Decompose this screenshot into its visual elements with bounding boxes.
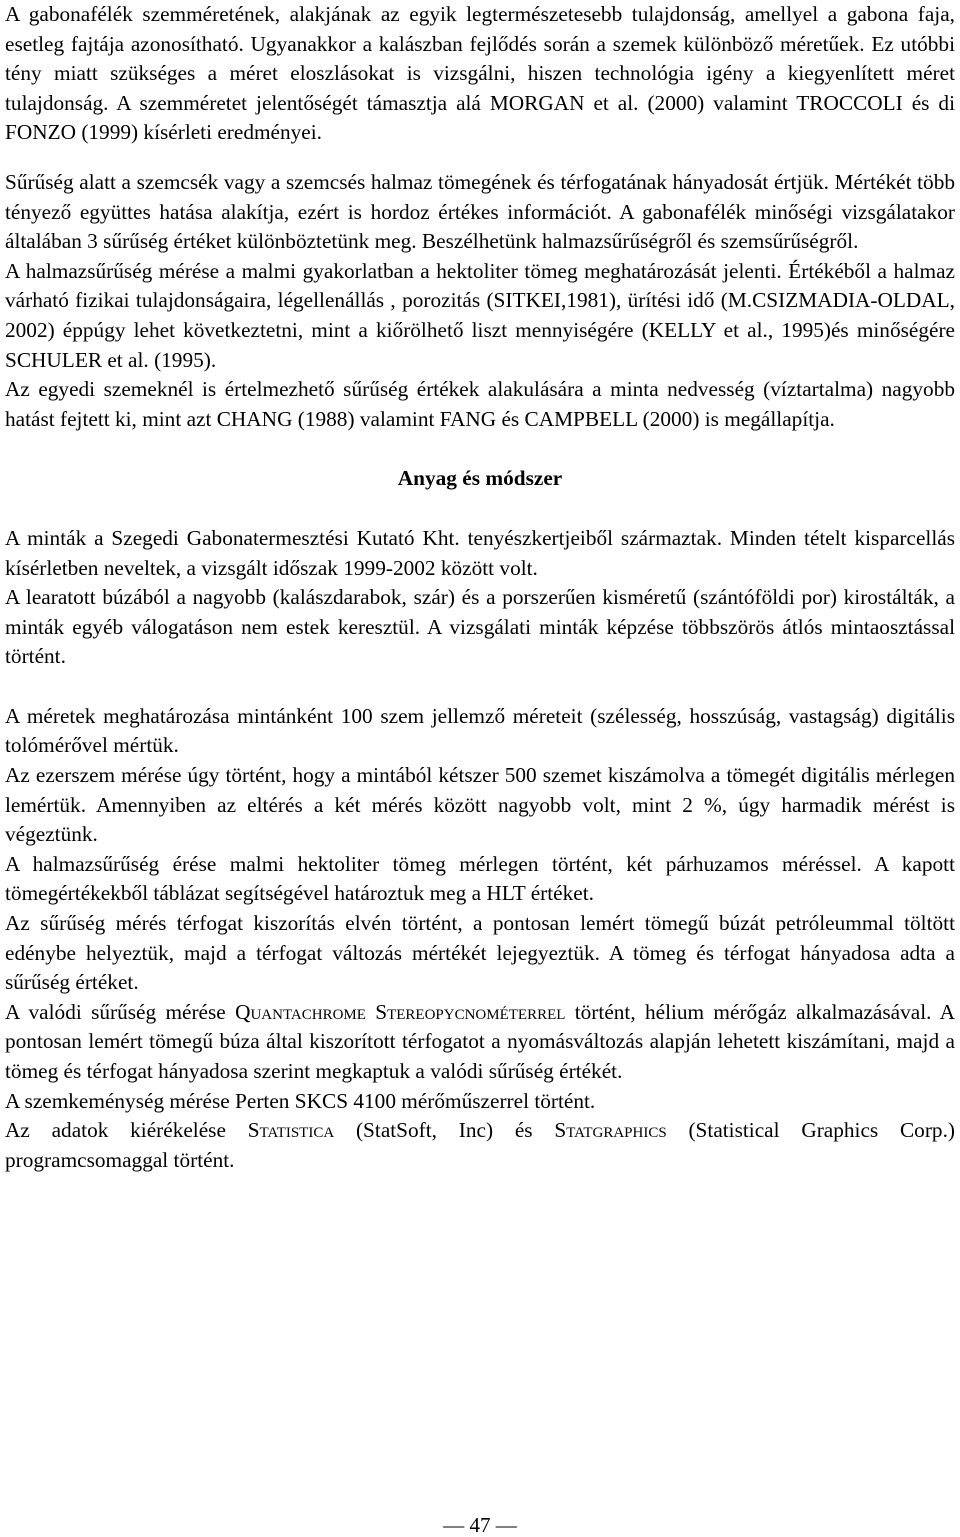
- intro-paragraph-2: Sűrűség alatt a szemcsék vagy a szemcsés halmaz tömegének és térfogatának hányadosát értjük. Mértékét több tényező együttes hatása alakítja, ezért is hordoz értékes információt. A gabonafélék minőségi vizsgálatakor általában 3 sűrűség értéket különböztetünk meg. Beszélhetünk halmazsűrűségről és szemsűrűségről.: [5, 169, 955, 254]
- p9-text-after: (Statistical Graphics Corp.) programcsomaggal történt.: [5, 1118, 955, 1172]
- software-name-statgraphics: Statgraphics: [554, 1118, 667, 1143]
- intro-paragraph-3: A halmazsűrűség mérése a malmi gyakorlatban a hektoliter tömeg meghatározását jelenti. Értékéből a halmaz várható fizikai tulajdonságaira, légellenállás , porozitás (SITKEI,1981), ürítési idő (M.CSIZMADIA-OLDAL, 2002) éppúgy lehet következtetni, mint a kiőrölhető liszt mennyiségére (KELLY et al., 1995)és minőségére SCHULER et al. (1995).: [5, 258, 955, 372]
- intro-paragraph-4: Az egyedi szemeknél is értelmezhető sűrűség értékek alakulására a minta nedvesség (víztartalma) nagyobb hatást fejtett ki, mint azt CHANG (1988) valamint FANG és CAMPBELL (2000) is megállapítja.: [5, 377, 955, 431]
- p7-text-before: A valódi sűrűség mérése: [5, 999, 236, 1024]
- methods-paragraph-5: A halmazsűrűség érése malmi hektoliter tömeg mérlegen történt, két párhuzamos méréssel. A kapott tömegértékekből táblázat segítségével határoztuk meg a HLT értéket.: [5, 851, 955, 906]
- methods-paragraph-7: [5, 998, 955, 1087]
- software-name-statistica: Statistica: [247, 1118, 335, 1143]
- page-number: — 47 —: [443, 1513, 517, 1537]
- methods-paragraph-2: A learatott búzából a nagyobb (kalászdarabok, szár) és a porszerűen kisméretű (szántóföldi por) kirostálták, a minták egyéb válogatáson nem estek keresztül. A vizsgálati minták képzése többszörös átlós mintaosztással történt.: [5, 585, 955, 669]
- p9-text-middle: (StatSoft, Inc) és: [334, 1118, 555, 1143]
- methods-paragraph-4: Az ezerszem mérése úgy történt, hogy a mintából kétszer 500 szemet kiszámolva a tömegét digitális mérlegen lemértük. Amennyiben az eltérés a két mérés között nagyobb volt, mint 2 %, úgy harmadik mérést is végeztünk.: [5, 763, 955, 847]
- p7-text-after: történt, hélium mérőgáz alkalmazásával. A pontosan lemért tömegű búza által kiszorított térfogatot a nyomásváltozás alapján lehetett kiszámítani, majd a tömeg és térfogat hányadosa szerint megkaptuk a valódi sűrűség értékét.: [5, 999, 955, 1083]
- methods-paragraph-3: A méretek meghatározása mintánként 100 szem jellemző méreteit (szélesség, hosszúság, vastagság) digitális tolómérővel mértük.: [5, 703, 955, 758]
- section-heading: Anyag és módszer: [397, 466, 563, 491]
- intro-paragraph-1: A gabonafélék szemméretének, alakjának az egyik legtermészetesebb tulajdonság, amellyel a gabona faja, esetleg fajtája azonosítható. Ugyanakkor a kalászban fejlődés során a szemek különböző méretűek. Ez utóbbi tény miatt szükséges a méret eloszlásokat is vizsgálni, hiszen technológia igény a kiegyenlített méret tulajdonság. A szemméretet jelentőségét támasztja alá MORGAN et al. (2000) valamint TROCCOLI és di FONZO (1999) kísérleti eredményei.: [5, 2, 955, 145]
- methods-paragraph-6: Az sűrűség mérés térfogat kiszorítás elvén történt, a pontosan lemért tömegű búzát petróleummal töltött edénybe helyeztük, majd a térfogat változás mértékét lejegyeztük. A tömeg és térfogat hányadosa adta a sűrűség értéket.: [5, 911, 955, 995]
- methods-paragraph-1: A minták a Szegedi Gabonatermesztési Kutató Kht. tenyészkertjeiből származtak. Minden tételt kisparcellás kísérletben neveltek, a vizsgált időszak 1999-2002 között volt.: [5, 525, 955, 580]
- methods-paragraph-9: [5, 1116, 955, 1175]
- page: [5, 0, 955, 1175]
- methods-paragraph-8: A szemkeménység mérése Perten SKCS 4100 mérőműszerrel történt.: [5, 1088, 596, 1113]
- instrument-name: Quantachrome Stereopycnométerrel: [235, 999, 566, 1024]
- p9-text-before: Az adatok kiérékelése: [5, 1118, 248, 1143]
